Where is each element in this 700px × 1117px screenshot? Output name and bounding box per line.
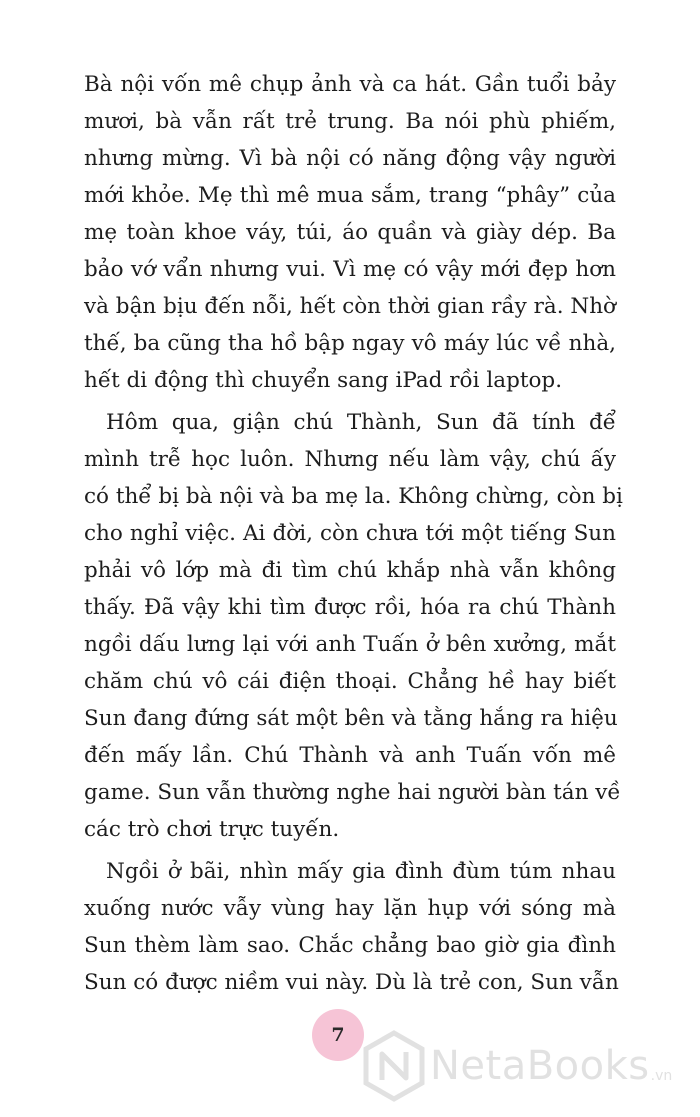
text-line: hết di động thì chuyển sang iPad rồi laptop. <box>84 368 563 393</box>
paragraph-1 <box>84 66 616 399</box>
text-line: phải vô lớp mà đi tìm chú khắp nhà vẫn không <box>84 558 616 583</box>
text-line: mẹ toàn khoe váy, túi, áo quần và giày dép. Ba <box>84 220 616 245</box>
text-line: Hôm qua, giận chú Thành, Sun đã tính để <box>106 410 616 435</box>
paragraph-2 <box>84 404 623 848</box>
text-line: Sun thèm làm sao. Chắc chẳng bao giờ gia đình <box>84 933 616 958</box>
text-line: đến mấy lần. Chú Thành và anh Tuấn vốn mê <box>84 743 616 768</box>
text-line: game. Sun vẫn thường nghe hai người bàn tán về <box>84 780 621 805</box>
text-line: chăm chú vô cái điện thoại. Chẳng hề hay biết <box>84 669 616 694</box>
text-line: ngồi dấu lưng lại với anh Tuấn ở bên xưởng, mắt <box>84 632 616 657</box>
text-line: có thể bị bà nội và ba mẹ la. Không chừng, còn bị <box>84 484 623 509</box>
watermark-brand: NetaBooks <box>430 1043 650 1089</box>
text-line: Bà nội vốn mê chụp ảnh và ca hát. Gần tuổi bảy <box>84 72 616 97</box>
text-line: mới khỏe. Mẹ thì mê mua sắm, trang “phây” của <box>84 183 616 208</box>
text-line: Sun đang đứng sát một bên và tằng hắng ra hiệu <box>84 706 618 731</box>
text-line: mình trễ học luôn. Nhưng nếu làm vậy, chú ấy <box>84 447 616 472</box>
paragraph-3 <box>84 853 619 1001</box>
page-number: 7 <box>331 1024 345 1046</box>
text-line: bảo vớ vẩn nhưng vui. Vì mẹ có vậy mới đẹp hơn <box>84 257 616 282</box>
text-line: Ngồi ở bãi, nhìn mấy gia đình đùm túm nhau <box>106 859 616 884</box>
text-line: cho nghỉ việc. Ai đời, còn chưa tới một tiếng Sun <box>84 521 616 546</box>
text-line: các trò chơi trực tuyến. <box>84 817 340 842</box>
watermark-suffix: .vn <box>650 1068 673 1084</box>
watermark <box>362 1030 692 1102</box>
text-line: thấy. Đã vậy khi tìm được rồi, hóa ra chú Thành <box>84 595 616 620</box>
body-text <box>84 66 623 1001</box>
text-line: Sun có được niềm vui này. Dù là trẻ con, Sun vẫn <box>84 970 619 995</box>
text-line: mươi, bà vẫn rất trẻ trung. Ba nói phù phiếm, <box>84 109 616 134</box>
page-number-badge <box>312 1009 364 1061</box>
text-line: thế, ba cũng tha hồ bập ngay vô máy lúc về nhà, <box>84 331 616 356</box>
text-line: nhưng mừng. Vì bà nội có năng động vậy người <box>84 146 616 171</box>
text-line: xuống nước vẫy vùng hay lặn hụp với sóng mà <box>84 896 616 921</box>
netabooks-logo-icon <box>362 1030 426 1102</box>
text-line: và bận bịu đến nỗi, hết còn thời gian rầy rà. Nhờ <box>84 294 616 319</box>
